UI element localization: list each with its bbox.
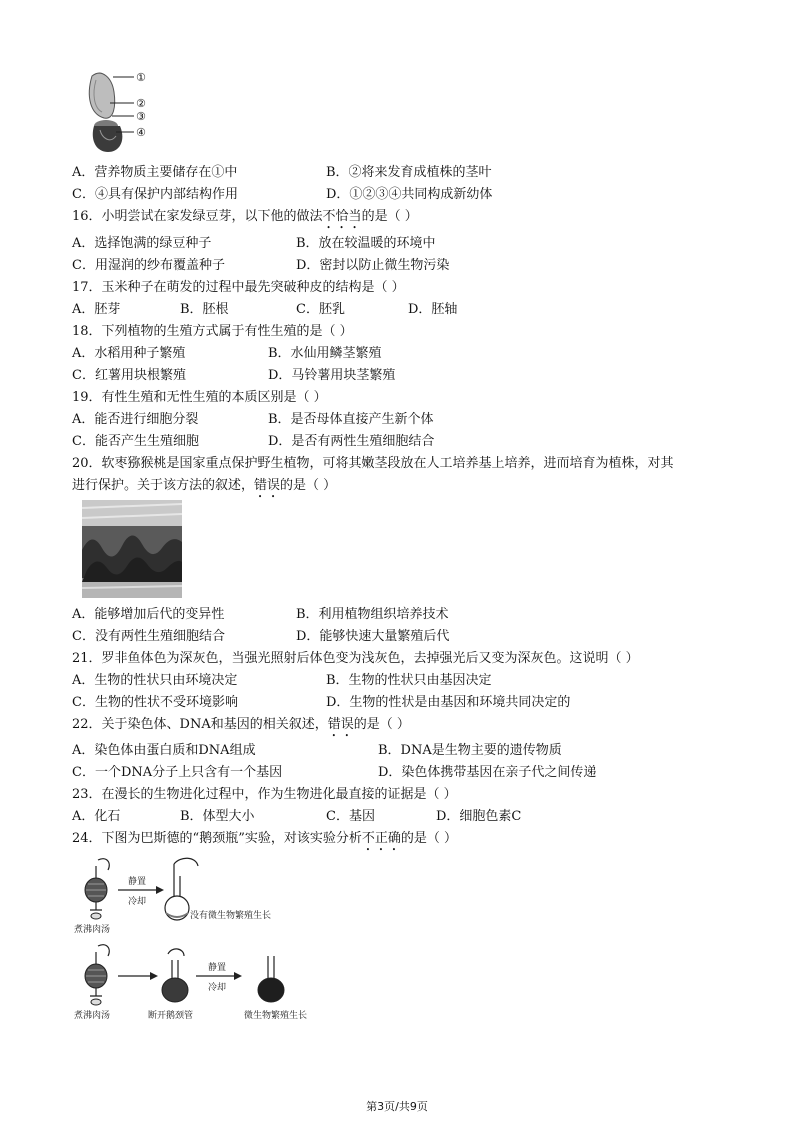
q23-option-b: B．体型大小 bbox=[180, 809, 255, 824]
seed-label-2: ② bbox=[136, 97, 146, 110]
q20-stem-line1: 20．软枣猕猴桃是国家重点保护野生植物，可将其嫩茎段放在人工培养基上培养，进而培育为植株，对其 bbox=[72, 456, 674, 471]
row2-mid-label: 断开鹅颈管 bbox=[148, 1011, 194, 1021]
page-footer: 第3页/共9页 bbox=[366, 1100, 428, 1113]
row2-result-label: 微生物繁殖生长 bbox=[244, 1011, 308, 1021]
q21-option-d: D．生物的性状是由基因和环境共同决定的 bbox=[326, 695, 571, 710]
q18-option-a: A．水稻用种子繁殖 bbox=[72, 346, 186, 361]
arrow1-label-bottom: 冷却 bbox=[128, 897, 147, 907]
q16-stem: 16．小明尝试在家发绿豆芽，以下他的做法不恰当的是（ ） bbox=[72, 209, 418, 224]
q20-option-d: D．能够快速大量繁殖后代 bbox=[296, 629, 450, 644]
q24-stem: 24．下图为巴斯德的“鹅颈瓶”实验，对该实验分析不正确的是（ ） bbox=[72, 831, 457, 846]
q23-option-d: D．细胞色素C bbox=[436, 809, 522, 824]
row1-result-label: 没有微生物繁殖生长 bbox=[190, 911, 272, 921]
q17-option-a: A．胚芽 bbox=[72, 302, 121, 317]
q22-option-a: A．染色体由蛋白质和DNA组成 bbox=[72, 743, 256, 758]
broken-neck-flask bbox=[162, 949, 188, 1002]
q15-option-c: C．④具有保护内部结构作用 bbox=[72, 187, 238, 202]
boiling-flask-row2 bbox=[85, 945, 109, 1005]
row1-left-label: 煮沸肉汤 bbox=[74, 925, 111, 935]
tissue-culture-photo bbox=[82, 500, 182, 598]
q21-option-b: B．生物的性状只由基因决定 bbox=[326, 673, 492, 688]
q19-option-c: C．能否产生生殖细胞 bbox=[72, 434, 199, 449]
q16-option-b: B．放在较温暖的环境中 bbox=[296, 236, 436, 251]
q16-option-c: C．用湿润的纱布覆盖种子 bbox=[72, 258, 225, 273]
q20-stem-line2: 进行保护。关于该方法的叙述，错误的是（ ） bbox=[72, 478, 337, 493]
q21-option-c: C．生物的性状不受环境影响 bbox=[72, 695, 238, 710]
q19-option-a: A．能否进行细胞分裂 bbox=[72, 412, 199, 427]
q17-option-d: D．胚轴 bbox=[408, 302, 458, 317]
arrow2-label-bottom: 冷却 bbox=[208, 983, 227, 993]
q17-option-c: C．胚乳 bbox=[296, 302, 345, 317]
q18-stem: 18．下列植物的生殖方式属于有性生殖的是（ ） bbox=[72, 324, 353, 339]
seed-label-1: ① bbox=[136, 71, 146, 84]
q15-option-d: D．①②③④共同构成新幼体 bbox=[326, 187, 493, 202]
q22-option-b: B．DNA是生物主要的遗传物质 bbox=[378, 743, 562, 758]
q21-option-a: A．生物的性状只由环境决定 bbox=[72, 673, 238, 688]
swan-neck-experiment-diagram bbox=[72, 856, 372, 1026]
q22-stem: 22．关于染色体、DNA和基因的相关叙述，错误的是（ ） bbox=[72, 717, 410, 732]
q19-option-b: B．是否母体直接产生新个体 bbox=[268, 412, 434, 427]
q22-option-c: C．一个DNA分子上只含有一个基因 bbox=[72, 765, 283, 780]
q15-option-b: B．②将来发育成植株的茎叶 bbox=[326, 165, 492, 180]
q23-stem: 23．在漫长的生物进化过程中，作为生物进化最直接的证据是（ ） bbox=[72, 787, 457, 802]
arrow2-label-top: 静置 bbox=[208, 963, 227, 973]
q22-option-d: D．染色体携带基因在亲子代之间传递 bbox=[378, 765, 597, 780]
q15-option-a: A．营养物质主要储存在①中 bbox=[72, 165, 238, 180]
q18-option-d: D．马铃薯用块茎繁殖 bbox=[268, 368, 396, 383]
q17-stem: 17．玉米种子在萌发的过程中最先突破种皮的结构是（ ） bbox=[72, 280, 405, 295]
q23-option-c: C．基因 bbox=[326, 809, 375, 824]
seed-label-3: ③ bbox=[136, 110, 146, 123]
boiling-flask-row1 bbox=[85, 859, 109, 919]
row2-left-label: 煮沸肉汤 bbox=[74, 1011, 111, 1021]
q18-option-c: C．红薯用块根繁殖 bbox=[72, 368, 186, 383]
q17-option-b: B．胚根 bbox=[180, 302, 229, 317]
q20-option-c: C．没有两性生殖细胞结合 bbox=[72, 629, 225, 644]
q19-option-d: D．是否有两性生殖细胞结合 bbox=[268, 434, 435, 449]
q21-stem: 21．罗非鱼体色为深灰色，当强光照射后体色变为浅灰色，去掉强光后又变为深灰色。这说明（ ） bbox=[72, 651, 639, 666]
q23-option-a: A．化石 bbox=[72, 809, 121, 824]
q16-option-a: A．选择饱满的绿豆种子 bbox=[72, 236, 212, 251]
seed-label-4: ④ bbox=[136, 126, 146, 139]
q20-option-a: A．能够增加后代的变异性 bbox=[72, 607, 225, 622]
seed-figure bbox=[80, 66, 160, 156]
q16-option-d: D．密封以防止微生物污染 bbox=[296, 258, 450, 273]
q18-option-b: B．水仙用鳞茎繁殖 bbox=[268, 346, 382, 361]
contaminated-flask bbox=[258, 956, 284, 1002]
q19-stem: 19．有性生殖和无性生殖的本质区别是（ ） bbox=[72, 390, 327, 405]
arrow1-label-top: 静置 bbox=[128, 877, 147, 887]
q20-option-b: B．利用植物组织培养技术 bbox=[296, 607, 449, 622]
